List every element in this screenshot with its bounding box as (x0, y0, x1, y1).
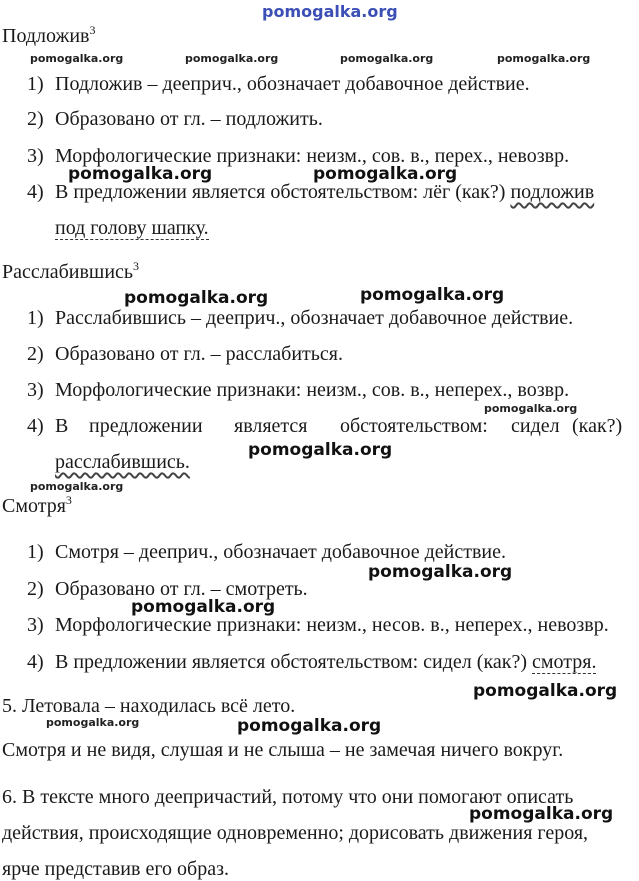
item-text: Подложив – дееприч., обозначает добавочное действие. (55, 73, 530, 95)
task-5-line-2: Смотря и не видя, слушая и не слыша – не замечая ничего вокруг. (2, 739, 564, 761)
item-number: 2) (27, 578, 44, 600)
item-number: 3) (27, 145, 44, 167)
item-text: В предложении является обстоятельством: сидел (как?) (55, 651, 527, 673)
watermark: pomogalka.org (473, 681, 618, 701)
item-text: Расслабившись – дееприч., обозначает добавочное действие. (55, 307, 574, 329)
item-text: Образовано от гл. – смотреть. (55, 578, 308, 600)
watermark: pomogalka.org (30, 52, 124, 65)
watermark: pomogalka.org (469, 804, 614, 824)
section-heading-smotrya (2, 494, 72, 518)
item-text: Смотря – дееприч., обозначает добавочное действие. (55, 541, 507, 563)
item-number: 1) (27, 73, 44, 95)
item-text: Образовано от гл. – подложить. (55, 108, 323, 130)
task-6-line-1: 6. В тексте много деепричастий, потому что они помогают описать (2, 786, 574, 808)
item-word: сидел (511, 415, 560, 437)
item-text-underlined: смотря. (532, 651, 597, 673)
item-text-underlined: под голову шапку. (55, 217, 209, 239)
section-heading-podlozhiv (2, 24, 96, 48)
item-text: Морфологические признаки: неизм., сов. в., неперех., возвр. (55, 379, 570, 401)
item-text-underlined: расслабившись. (55, 451, 190, 473)
watermark: pomogalka.org (237, 716, 382, 736)
task-5-line-1: 5. Летовала – находилась всё лето. (2, 695, 296, 717)
item-number: 4) (27, 415, 44, 437)
item-text: В предложении является обстоятельством: лёг (как?) (55, 181, 506, 203)
item-number: 1) (27, 307, 44, 329)
item-number: 2) (27, 108, 44, 130)
item-word: (как?) (572, 415, 623, 437)
watermark: pomogalka.org (368, 562, 513, 582)
item-word: является (234, 415, 308, 437)
watermark: pomogalka.org (340, 52, 434, 65)
item-text: Морфологические признаки: неизм., несов. в., неперех., невозвр. (55, 614, 609, 636)
heading-sup: 3 (89, 23, 96, 37)
item-number: 3) (27, 379, 44, 401)
watermark: pomogalka.org (497, 52, 591, 65)
item-number: 4) (27, 651, 44, 673)
item-number: 1) (27, 541, 44, 563)
watermark: pomogalka.org (248, 440, 393, 460)
watermark: pomogalka.org (313, 164, 458, 184)
task-6-line-2: действия, происходящие одновременно; дорисовать движения героя, (2, 822, 589, 844)
watermark: pomogalka.org (360, 285, 505, 305)
item-text: Морфологические признаки: неизм., сов. в., перех., невозвр. (55, 145, 570, 167)
heading-sup: 3 (133, 259, 140, 273)
item-continuation (55, 450, 190, 474)
item-number: 4) (27, 181, 44, 203)
watermark: pomogalka.org (185, 52, 279, 65)
heading-text: Смотря (2, 495, 66, 517)
item-word: В (55, 415, 69, 437)
heading-text: Подложив (2, 25, 90, 47)
item-number: 3) (27, 614, 44, 636)
item-word: обстоятельством: (340, 415, 488, 437)
item-text-underlined: подложив (510, 181, 595, 203)
item-continuation (55, 216, 209, 240)
watermark: pomogalka.org (30, 480, 124, 493)
watermark: pomogalka.org (124, 288, 269, 308)
watermark: pomogalka.org (46, 716, 140, 729)
heading-sup: 3 (65, 493, 72, 507)
heading-text: Расслабившись (2, 261, 134, 283)
item-word: предложении (89, 415, 203, 437)
item-number: 2) (27, 343, 44, 365)
watermark: pomogalka.org (68, 164, 213, 184)
task-6-line-3: ярче представив его образ. (2, 858, 229, 880)
watermark-top: pomogalka.org (262, 2, 398, 21)
section-heading-rasslabivshis (2, 260, 139, 284)
item-text: Образовано от гл. – расслабиться. (55, 343, 343, 365)
watermark: pomogalka.org (131, 597, 276, 617)
watermark: pomogalka.org (484, 402, 578, 415)
